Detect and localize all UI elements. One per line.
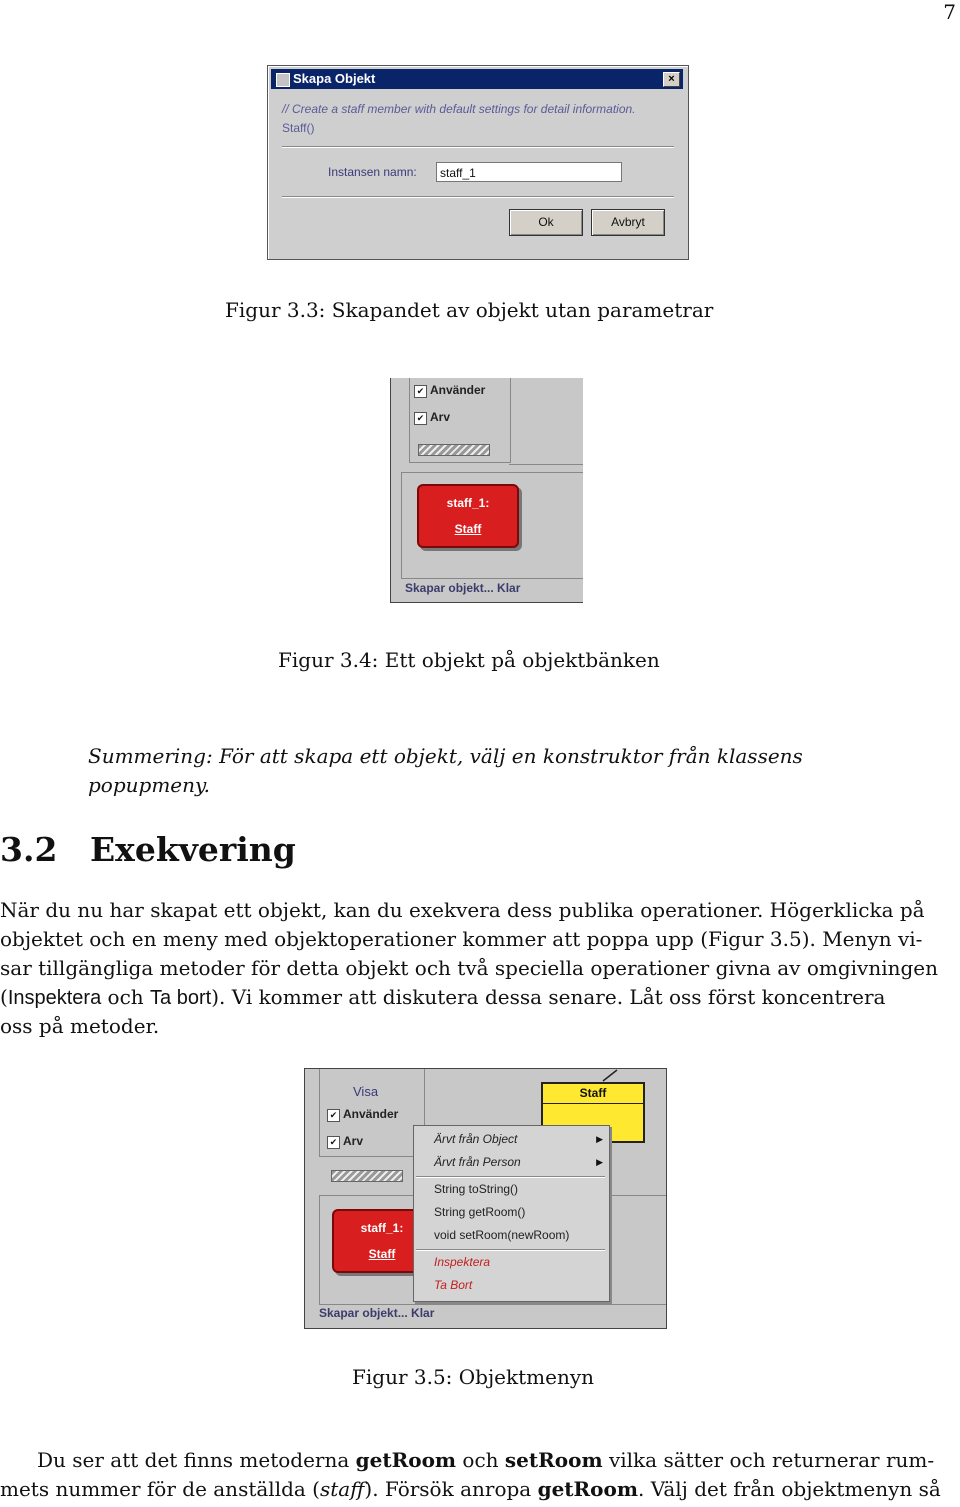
text-fragment: vilka sätter och returnerar rum- (602, 1448, 935, 1472)
menu-separator (416, 1176, 605, 1178)
object-bench-screenshot (390, 378, 583, 603)
divider (509, 464, 583, 465)
text-line (0, 983, 885, 1013)
text-line: sar tillgängliga metoder för detta objekt och två speciella operationer givna av omgivningen (0, 956, 939, 980)
view-label: Visa (353, 1084, 379, 1099)
emphasis-term: staff (319, 1477, 365, 1501)
text-fragment: mets nummer för de anställda ( (0, 1477, 320, 1501)
figure-caption: Figur 3.4: Ett objekt på objektbänken (278, 648, 660, 672)
object-class: Staff (454, 522, 482, 536)
divider (282, 146, 674, 148)
cancel-button[interactable]: Avbryt (591, 209, 665, 236)
text-line: När du nu har skapat ett objekt, kan du exekvera dess publika operationer. Högerklicka på (0, 898, 925, 922)
text-line (0, 1475, 941, 1504)
checkbox-inherit[interactable]: ✔ (327, 1136, 340, 1149)
summary-line: popupmeny. (88, 773, 211, 797)
checkbox-uses[interactable]: ✔ (414, 385, 427, 398)
dialog-titlebar (271, 69, 683, 89)
instance-name-input[interactable]: staff_1 (436, 162, 622, 182)
submenu-arrow-icon: ▶ (596, 1134, 603, 1144)
object-staff-1[interactable] (417, 484, 519, 548)
ok-button[interactable]: Ok (509, 209, 583, 236)
create-object-dialog (267, 65, 689, 260)
inspect-term: Inspektera (7, 987, 102, 1009)
checkbox-uses-label: Använder (430, 383, 486, 397)
class-name: Staff (579, 1086, 607, 1100)
menu-item-inherited-object[interactable]: Ärvt från Object (434, 1132, 518, 1146)
text-fragment: Du ser att det finns metoderna (37, 1448, 356, 1472)
summary-line: Summering: För att skapa ett objekt, välj en konstruktor från klassens (88, 744, 803, 768)
window-icon (276, 73, 290, 87)
text-fragment: och (101, 985, 151, 1009)
remove-term: Ta bort (150, 987, 212, 1009)
menu-item-setroom[interactable]: void setRoom(newRoom) (434, 1228, 570, 1242)
checkbox-uses-label: Använder (343, 1107, 399, 1121)
submenu-arrow-icon: ▶ (596, 1157, 603, 1167)
constructor-comment: // Create a staff member with default settings for detail information. (282, 102, 636, 116)
menu-item-remove[interactable]: Ta Bort (434, 1278, 473, 1292)
instance-name-label: Instansen namn: (328, 165, 417, 179)
object-name: staff_1: (360, 1221, 404, 1235)
status-bar: Skapar objekt... Klar (405, 581, 521, 595)
page-number: 7 (943, 0, 956, 24)
menu-separator (416, 1249, 605, 1251)
object-name: staff_1: (446, 496, 490, 510)
section-title: Exekvering (90, 830, 296, 869)
text-fragment: ( (0, 985, 8, 1009)
close-icon[interactable]: × (663, 72, 680, 87)
summary (88, 742, 888, 800)
status-bar: Skapar objekt... Klar (319, 1306, 435, 1320)
section-number: 3.2 (0, 830, 58, 869)
constructor-signature: Staff() (282, 121, 315, 135)
menu-item-inspect[interactable]: Inspektera (434, 1255, 491, 1269)
menu-item-inherited-person[interactable]: Ärvt från Person (434, 1155, 521, 1169)
checkbox-uses[interactable]: ✔ (327, 1109, 340, 1122)
menu-item-getroom[interactable]: String getRoom() (434, 1205, 526, 1219)
checkbox-inherit-label: Arv (343, 1134, 364, 1148)
text-fragment: ). Vi kommer att diskutera dessa senare. Låt oss först koncentrera (211, 985, 886, 1009)
text-line (37, 1446, 934, 1475)
dialog-title: Skapa Objekt (293, 71, 376, 86)
object-popup-menu (413, 1125, 610, 1302)
figure-caption: Figur 3.5: Objektmenyn (352, 1365, 595, 1389)
text-fragment: ). Försök anropa (364, 1477, 538, 1501)
text-fragment: . Välj det från objektmenyn så (638, 1477, 941, 1501)
progress-indicator (418, 444, 490, 456)
checkbox-inherit[interactable]: ✔ (414, 412, 427, 425)
code-term: setRoom (504, 1448, 603, 1472)
menu-item-tostring[interactable]: String toString() (434, 1182, 519, 1196)
object-menu-screenshot (304, 1068, 667, 1329)
code-term: getRoom (537, 1477, 638, 1501)
divider (282, 196, 674, 198)
text-fragment: och (456, 1448, 505, 1472)
divider (543, 1103, 643, 1104)
checkbox-inherit-label: Arv (430, 410, 451, 424)
object-class: Staff (368, 1247, 396, 1261)
progress-indicator (331, 1170, 403, 1182)
view-panel (409, 378, 511, 463)
text-line: objektet och en meny med objektoperationer kommer att poppa upp (Figur 3.5). Menyn vi- (0, 927, 923, 951)
dependency-arrow-icon (601, 1069, 621, 1083)
text-line: oss på metoder. (0, 1014, 160, 1038)
figure-caption: Figur 3.3: Skapandet av objekt utan parametrar (225, 298, 714, 322)
code-term: getRoom (355, 1448, 457, 1472)
